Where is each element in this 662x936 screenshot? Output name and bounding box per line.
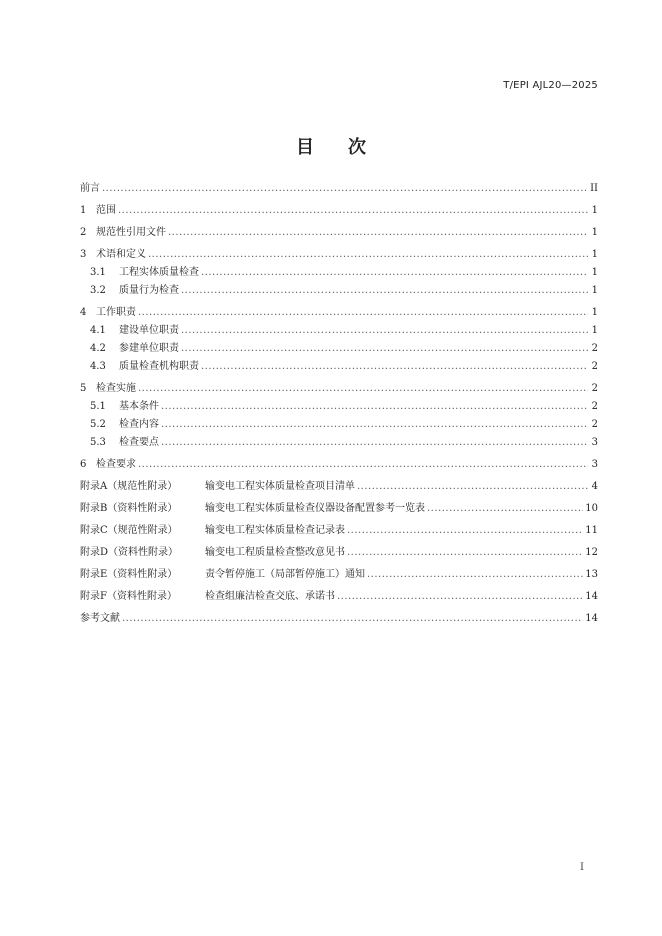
toc-entry[interactable]: [80, 566, 598, 584]
toc-entry-title: 输变电工程实体质量检查记录表: [205, 525, 345, 536]
toc-entry-title: 检查组廉洁检查交底、承诺书: [205, 591, 335, 602]
toc-entry[interactable]: [80, 434, 598, 452]
toc-dot-leader: [102, 180, 588, 198]
toc-entry[interactable]: [80, 588, 598, 606]
toc-entry-number: 3.2: [90, 285, 106, 296]
toc-entry-page: II: [590, 183, 598, 194]
toc-entry-title: 术语和定义: [96, 249, 146, 260]
toc-entry-title: 输变电工程实体质量检查仪器设备配置参考一览表: [205, 503, 425, 514]
toc-entry-page: 3: [591, 459, 598, 470]
toc-entry-number: 3: [80, 249, 87, 260]
toc-dot-leader: [357, 478, 588, 496]
toc-entry-number: 附录B（资料性附录）: [80, 503, 178, 514]
toc-entry-page: 13: [585, 569, 598, 580]
toc-entry-title: 输变电工程质量检查整改意见书: [205, 547, 345, 558]
toc-entry[interactable]: [80, 500, 598, 518]
toc-entry-page: 11: [585, 525, 598, 536]
toc-entry-number: 2: [80, 227, 87, 238]
toc-entry[interactable]: [80, 224, 598, 242]
toc-dot-leader: [181, 322, 588, 340]
toc-dot-leader: [138, 456, 588, 474]
toc-dot-leader: [181, 340, 588, 358]
toc-entry[interactable]: [80, 340, 598, 358]
toc-dot-leader: [161, 416, 588, 434]
toc-entry-page: 3: [591, 437, 598, 448]
toc-entry-page: 1: [591, 249, 598, 260]
toc-entry-page: 14: [585, 613, 598, 624]
toc-dot-leader: [337, 588, 583, 606]
toc-entry-page: 1: [591, 267, 598, 278]
toc-entry-title: 参考文献: [80, 613, 120, 624]
toc-entry-title: 输变电工程实体质量检查项目清单: [205, 481, 355, 492]
toc-entry-page: 1: [591, 325, 598, 336]
toc-entry-page: 1: [591, 285, 598, 296]
toc-entry[interactable]: [80, 398, 598, 416]
toc-entry-number: 5.3: [90, 437, 106, 448]
toc-entry[interactable]: [80, 264, 598, 282]
toc-entry[interactable]: [80, 282, 598, 300]
toc-entry[interactable]: [80, 358, 598, 376]
toc-entry-page: 10: [585, 503, 598, 514]
toc-entry-title: 前言: [80, 183, 100, 194]
toc-dot-leader: [138, 380, 588, 398]
toc-entry-page: 1: [591, 227, 598, 238]
toc-entry-title: 建设单位职责: [119, 325, 179, 336]
toc-entry-title: 参建单位职责: [119, 343, 179, 354]
toc-entry-number: 6: [80, 459, 87, 470]
toc-entry[interactable]: [80, 304, 598, 322]
toc-entry-title: 责令暂停施工（局部暂停施工）通知: [205, 569, 365, 580]
toc-entry-number: 附录D（资料性附录）: [80, 547, 179, 558]
toc-entry[interactable]: [80, 322, 598, 340]
toc-entry-page: 4: [591, 481, 598, 492]
toc-entry-page: 2: [591, 383, 598, 394]
toc-entry-title: 基本条件: [119, 401, 159, 412]
toc-dot-leader: [347, 544, 583, 562]
toc-entry-page: 1: [591, 205, 598, 216]
toc-entry-title: 规范性引用文件: [96, 227, 166, 238]
toc-dot-leader: [118, 202, 588, 220]
toc-entry-number: 5.1: [90, 401, 106, 412]
toc-entry[interactable]: [80, 246, 598, 264]
toc-entry-number: 4.3: [90, 361, 106, 372]
toc-title-char-1: 目: [296, 137, 314, 158]
toc-entry-title: 范围: [96, 205, 116, 216]
toc-title-char-2: 次: [348, 137, 366, 158]
toc-dot-leader: [122, 610, 583, 628]
toc-dot-leader: [168, 224, 588, 242]
toc-entry-page: 1: [591, 307, 598, 318]
toc-entry-title: 检查要点: [119, 437, 159, 448]
toc-entry-title: 检查要求: [96, 459, 136, 470]
toc-entry[interactable]: [80, 456, 598, 474]
toc-dot-leader: [161, 398, 588, 416]
toc-entry-title: 检查实施: [96, 383, 136, 394]
toc-entry-title: 工作职责: [96, 307, 136, 318]
table-of-contents: [80, 180, 598, 628]
toc-entry-page: 2: [591, 343, 598, 354]
toc-entry-number: 5: [80, 383, 87, 394]
toc-title: [0, 133, 662, 159]
toc-entry-number: 5.2: [90, 419, 106, 430]
toc-dot-leader: [161, 434, 588, 452]
toc-dot-leader: [201, 358, 588, 376]
toc-entry-title: 质量行为检查: [119, 285, 179, 296]
toc-entry-number: 附录F（资料性附录）: [80, 591, 177, 602]
toc-entry-page: 2: [591, 401, 598, 412]
toc-entry[interactable]: [80, 380, 598, 398]
toc-entry[interactable]: [80, 416, 598, 434]
toc-entry-number: 4.2: [90, 343, 106, 354]
toc-entry-page: 2: [591, 419, 598, 430]
toc-dot-leader: [181, 282, 588, 300]
toc-entry-number: 4.1: [90, 325, 106, 336]
toc-dot-leader: [427, 500, 583, 518]
document-code: T/EPI AJL20—2025: [503, 80, 598, 91]
toc-entry[interactable]: [80, 522, 598, 540]
toc-entry-title: 检查内容: [119, 419, 159, 430]
toc-dot-leader: [347, 522, 583, 540]
toc-entry-number: 4: [80, 307, 87, 318]
toc-entry-number: 1: [80, 205, 87, 216]
toc-entry-number: 附录C（规范性附录）: [80, 525, 178, 536]
toc-entry[interactable]: [80, 478, 598, 496]
toc-entry-number: 附录A（规范性附录）: [80, 481, 178, 492]
toc-dot-leader: [138, 304, 588, 322]
toc-entry[interactable]: [80, 202, 598, 220]
toc-entry-title: 工程实体质量检查: [119, 267, 199, 278]
toc-entry-title: 质量检查机构职责: [119, 361, 199, 372]
toc-entry-number: 3.1: [90, 267, 106, 278]
toc-entry-number: 附录E（资料性附录）: [80, 569, 178, 580]
toc-entry[interactable]: [80, 610, 598, 628]
toc-entry-page: 2: [591, 361, 598, 372]
toc-entry-page: 14: [585, 591, 598, 602]
toc-entry[interactable]: [80, 544, 598, 562]
toc-dot-leader: [148, 246, 588, 264]
toc-dot-leader: [201, 264, 588, 282]
toc-dot-leader: [367, 566, 583, 584]
toc-entry[interactable]: [80, 180, 598, 198]
page-number: I: [580, 862, 584, 873]
toc-entry-page: 12: [585, 547, 598, 558]
